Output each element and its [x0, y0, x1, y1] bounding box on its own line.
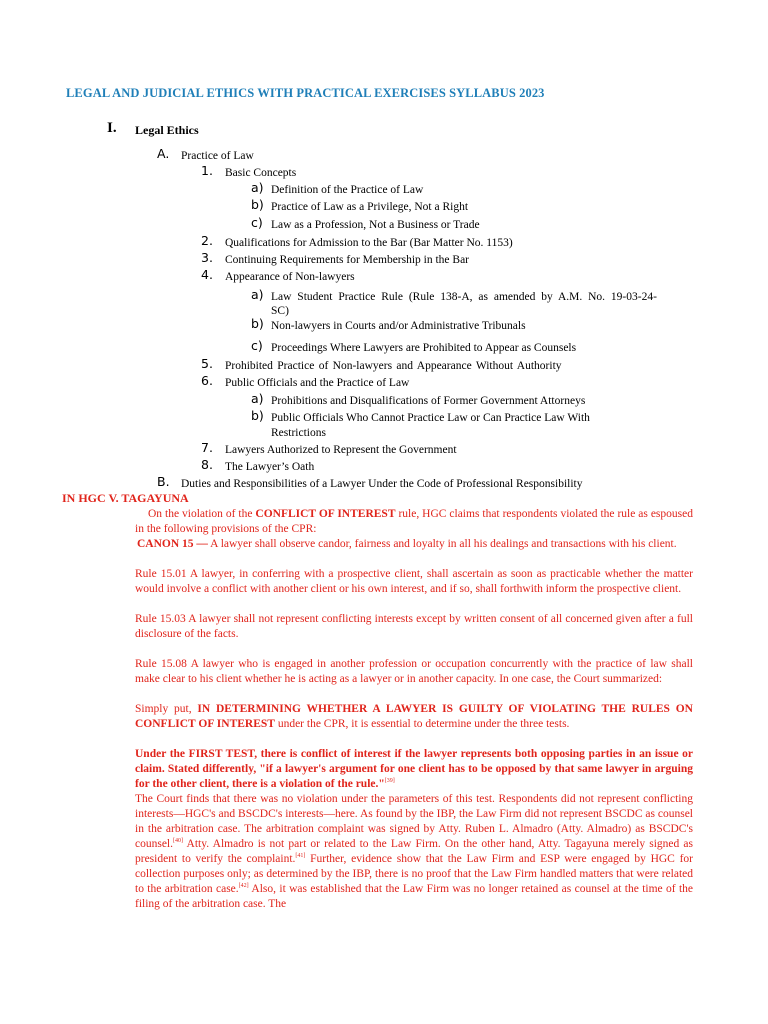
outline-marker: 2.: [201, 233, 213, 248]
rule-15-03: Rule 15.03 A lawyer shall not represent conflicting interests except by written consent of all concerned given after a full disclosure of the facts.: [135, 613, 693, 640]
outline-text: Law as a Profession, Not a Business or Trade: [271, 219, 480, 231]
outline-marker: 3.: [201, 250, 213, 265]
footnote-ref[interactable]: [39]: [384, 778, 395, 785]
outline-text: Duties and Responsibilities of a Lawyer Under the Code of Professional Responsibility: [181, 478, 583, 490]
intro-paragraph: On the violation of the CONFLICT OF INTEREST rule, HGC claims that respondents violated the rule as espoused in the following provisions of the CPR:: [135, 508, 693, 535]
rule-15-01: Rule 15.01 A lawyer, in conferring with a prospective client, shall ascertain as soon as practicable whether the matter would involve a conflict with another client or his own interest, and if so, shall forthwith inform the prospective client.: [135, 568, 693, 595]
outline-marker: 1.: [201, 163, 213, 178]
outline-marker: a): [251, 180, 264, 195]
outline-text: Appearance of Non-lawyers: [225, 271, 355, 283]
outline-text: Proceedings Where Lawyers are Prohibited to Appear as Counsels: [271, 342, 577, 354]
outline-marker: a): [251, 391, 264, 406]
outline-text: Law Student Practice Rule (Rule 138-A, as amended by A.M. No. 19-03-24-: [271, 291, 657, 303]
canon-paragraph: CANON 15 — A lawyer shall observe candor, fairness and loyalty in all his dealings and transactions with his client.: [137, 538, 677, 550]
court-findings-paragraph: The Court finds that there was no violation under the parameters of this test. Respondents did not represent conflicting interests—HGC's and BSCDC's interests—here. As found by the IBP, the Law Firm did not represent BSCDC as counsel in the arbitration case. The arbitration complaint was signed by Atty. Ruben L. Almadro (Atty. Almadro) as BSCDC's counsel.[40] Atty. Almadro is not part or related to the Law Firm. On the other hand, Atty. Tagayuna merely signed as president to verify the complaint.[41] Further, evidence show that the Law Firm and ESP were engaged by HGC for collection purposes only; as determined by the IBP, there is no proof that the Law Firm handled matters that were related to the arbitration case.[42] Also, it was established that the Law Firm was no longer retained as counsel at the time of the filing of the arbitration case. The: [135, 793, 694, 910]
outline-marker: B.: [157, 474, 170, 489]
section-heading: Legal Ethics: [135, 123, 199, 137]
outline-marker: b): [251, 197, 264, 212]
outline-text: Prohibitions and Disqualifications of Former Government Attorneys: [271, 395, 586, 407]
outline-text-continued: Restrictions: [271, 427, 326, 439]
outline-marker: 8.: [201, 457, 213, 472]
outline-text: The Lawyer’s Oath: [225, 461, 315, 473]
outline-text: Practice of Law: [181, 150, 254, 162]
case-body: [135, 507, 693, 912]
outline-text: Definition of the Practice of Law: [271, 184, 424, 196]
outline-text: Prohibited Practice of Non-lawyers and Appearance Without Authority: [225, 360, 562, 372]
outline-marker: c): [251, 215, 263, 230]
outline-marker: 7.: [201, 440, 213, 455]
outline-text: Practice of Law as a Privilege, Not a Right: [271, 201, 469, 213]
outline-text: Non-lawyers in Courts and/or Administrative Tribunals: [271, 320, 526, 332]
outline-marker: b): [251, 316, 264, 331]
footnote-ref[interactable]: [40]: [173, 838, 184, 845]
outline-marker: 4.: [201, 267, 213, 282]
syllabus-title: LEGAL AND JUDICIAL ETHICS WITH PRACTICAL EXERCISES SYLLABUS 2023: [66, 86, 545, 100]
outline-text-continued: SC): [271, 305, 289, 317]
outline-text: Continuing Requirements for Membership in the Bar: [225, 254, 470, 266]
rule-15-08: Rule 15.08 A lawyer who is engaged in another profession or occupation concurrently with the practice of law shall make clear to his client whether he is acting as a lawyer or in another capacity. In one case, the Court summarized:: [135, 658, 693, 685]
outline-marker: a): [251, 287, 264, 302]
outline-marker: A.: [157, 146, 170, 161]
outline-text: Basic Concepts: [225, 167, 297, 179]
first-test-paragraph: Under the FIRST TEST, there is conflict of interest if the lawyer represents both opposing parties in an issue or claim. Stated differently, "if a lawyer's argument for one client has to be opposed by that same lawyer in arguing for the other client, there is a violation of the rule."[39]: [135, 748, 693, 790]
section-numeral: I.: [107, 120, 117, 136]
case-heading: IN HGC V. TAGAYUNA: [62, 491, 189, 505]
outline-text: Lawyers Authorized to Represent the Government: [225, 444, 457, 456]
outline-text: Public Officials Who Cannot Practice Law or Can Practice Law With: [271, 412, 590, 424]
footnote-ref[interactable]: [42]: [238, 883, 249, 890]
simply-put-paragraph: Simply put, IN DETERMINING WHETHER A LAWYER IS GUILTY OF VIOLATING THE RULES ON CONFLICT OF INTEREST under the CPR, it is essential to determine under the three tests.: [135, 703, 693, 730]
outline-marker: 5.: [201, 356, 213, 371]
outline-marker: 6.: [201, 373, 213, 388]
outline-marker: b): [251, 408, 264, 423]
footnote-ref[interactable]: [41]: [295, 853, 306, 860]
outline-text: Qualifications for Admission to the Bar (Bar Matter No. 1153): [225, 237, 513, 249]
outline-text: Public Officials and the Practice of Law: [225, 377, 410, 389]
outline-marker: c): [251, 338, 263, 353]
